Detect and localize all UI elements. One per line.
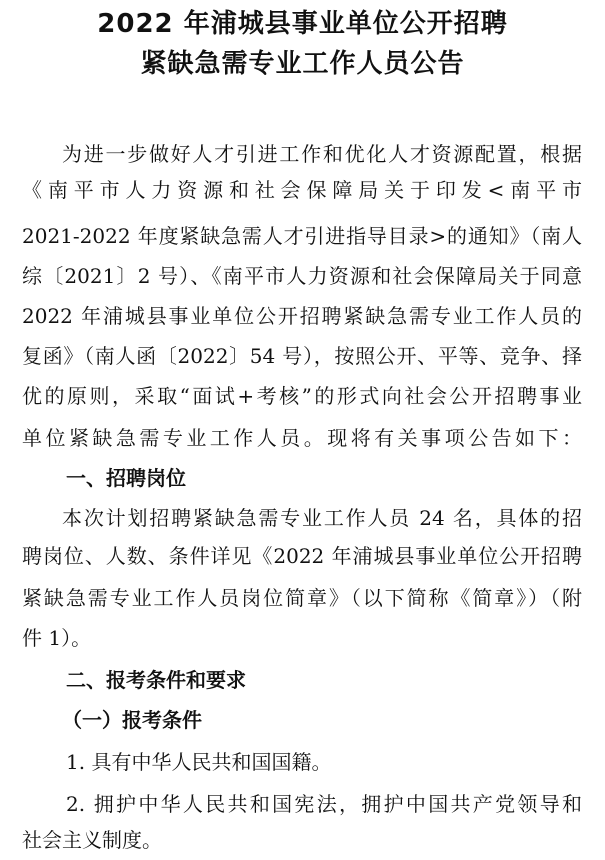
requirement-item-1: 1. 具有中华人民共和国国籍。 — [66, 750, 332, 774]
section1-line: 紧缺急需专业工作人员岗位简章》（以下简称《简章》）（附 — [22, 586, 582, 610]
section-heading-recruitment-positions: 一、招聘岗位 — [66, 466, 186, 490]
section-heading-requirements: 二、报考条件和要求 — [66, 668, 246, 692]
intro-line: 2022 年浦城县事业单位公开招聘紧缺急需专业工作人员的 — [22, 304, 582, 328]
intro-line: 单位紧缺急需专业工作人员。现将有关事项公告如下： — [22, 426, 582, 450]
intro-line: 复函》（南人函〔2022〕54 号），按照公开、平等、竞争、择 — [22, 344, 582, 368]
document-title-line-2: 紧缺急需专业工作人员公告 — [140, 49, 465, 79]
intro-line: 为进一步做好人才引进工作和优化人才资源配置，根据 — [62, 142, 582, 166]
intro-line: 综〔2021〕2 号）、《南平市人力资源和社会保障局关于同意 — [22, 264, 582, 288]
subsection-heading-conditions: （一）报考条件 — [62, 708, 202, 732]
intro-line: 2021-2022 年度紧缺急需人才引进指导目录>的通知》（南人 — [22, 224, 582, 248]
document-title-line-1: 2022 年浦城县事业单位公开招聘 — [97, 9, 508, 39]
requirement-item-2-line: 社会主义制度。 — [22, 828, 162, 852]
requirement-item-2-line: 2. 拥护中华人民共和国宪法，拥护中国共产党领导和 — [66, 792, 582, 816]
section1-line: 聘岗位、人数、条件详见《2022 年浦城县事业单位公开招聘 — [22, 544, 582, 568]
intro-line: 《南平市人力资源和社会保障局关于印发<南平市 — [22, 178, 582, 202]
section1-line: 本次计划招聘紧缺急需专业工作人员 24 名，具体的招 — [62, 506, 582, 530]
section1-line: 件 1）。 — [22, 626, 92, 650]
intro-line: 优的原则，采取“面试+考核”的形式向社会公开招聘事业 — [22, 384, 582, 408]
